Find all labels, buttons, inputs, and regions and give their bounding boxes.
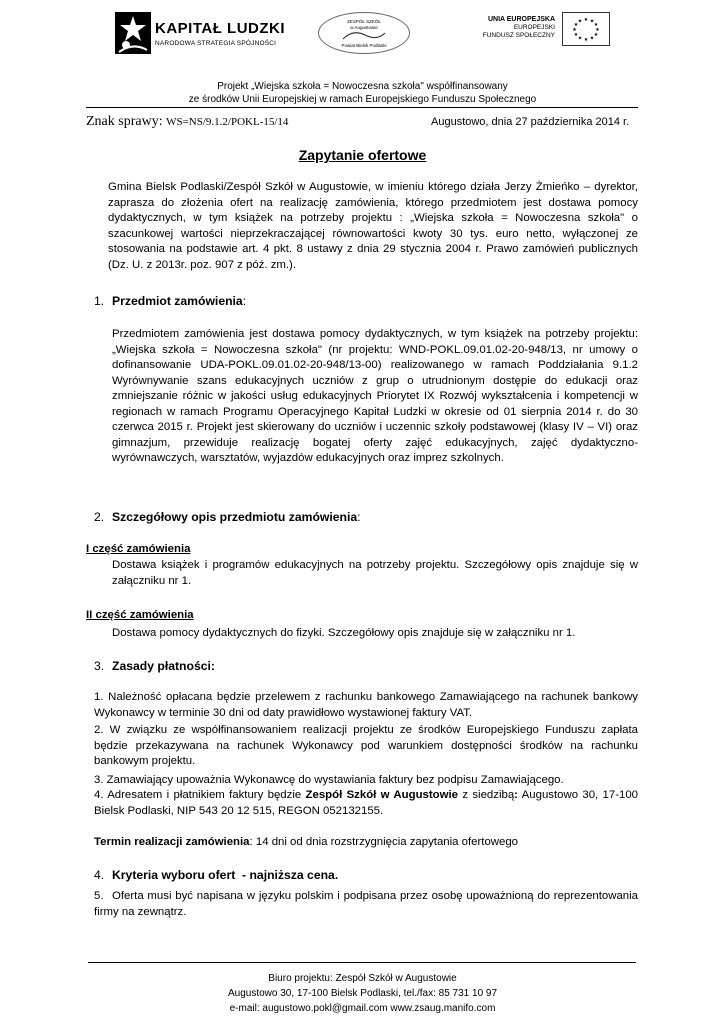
svg-text:★: ★ [595, 27, 600, 33]
part-1-heading: I część zamówienia [86, 543, 191, 555]
section-4-criteria: Kryteria wyboru ofert [112, 868, 236, 882]
case-reference-number: WS=NS/9.1.2/POKL-15/14 [166, 116, 289, 128]
payment-item-3: 3. Zamawiający upoważnia Wykonawcę do wystawiania faktury bez podpisu Zamawiającego. [94, 774, 564, 786]
svg-text:★: ★ [593, 32, 599, 38]
kapital-ludzki-emblem-icon [115, 12, 151, 54]
payment-item-4-b: Zespół Szkół w Augustowie [305, 789, 458, 801]
school-swash-icon [341, 29, 387, 41]
project-header-line2: ze środków Unii Europejskiej w ramach Europejskiego Funduszu Społecznego [188, 94, 537, 105]
footer-line2: Augustowo 30, 17-100 Bielsk Podlaski, tel./fax: 85 731 10 97 [227, 988, 498, 999]
school-logo-line3: Powiat Bielsk Podlaski [341, 43, 387, 48]
footer-line1: Biuro projektu: Zespół Szkół w Augustowie [268, 973, 457, 984]
project-header-line1: Projekt „Wiejska szkoła = Nowoczesna szkoła" współfinansowany [217, 81, 508, 92]
section-3-number: 3. [94, 659, 105, 673]
kapital-ludzki-logo [115, 12, 286, 56]
school-logo-line2: w Augustowie [350, 25, 378, 30]
svg-text:★: ★ [573, 32, 579, 38]
section-2-title: Szczegółowy opis przedmiotu zamówienia [112, 510, 358, 524]
payment-item-4-a: 4. Adresatem i płatnikiem faktury będzie [94, 789, 302, 801]
school-logo [318, 12, 410, 54]
svg-text:★: ★ [577, 35, 583, 42]
ue-line3: FUNDUSZ SPOŁECZNY [482, 32, 555, 39]
section-5 [94, 889, 638, 920]
case-reference-label: Znak sprawy: [86, 114, 163, 129]
svg-text:★: ★ [583, 37, 589, 43]
payment-item-4-e: Augustowo 30, 17-100 Bielsk Podlaski, NIP 543 20 12 515, REGON 052132155. [94, 789, 639, 817]
header-divider [86, 107, 638, 108]
payment-item-4 [94, 788, 638, 819]
svg-text:★: ★ [577, 18, 583, 25]
ue-text [440, 16, 555, 40]
part-1-text: Dostawa książek i programów edukacyjnych na potrzeby projektu. Szczegółowy opis znajduje się w załączniku nr 1. [112, 559, 638, 587]
school-logo-line1: ZESPÓŁ SZKÓŁ [347, 19, 381, 24]
kl-subtitle: NARODOWA STRATEGIA SPÓJNOŚCI [155, 40, 277, 47]
part-2-heading: II część zamówienia [86, 609, 194, 621]
footer [200, 971, 525, 1016]
svg-text:★: ★ [589, 18, 595, 25]
section-4-lowest-price: - najniższa cena. [235, 868, 339, 882]
section-2-heading: 2. Szczegółowy opis przedmiotu zamówienia: [94, 510, 361, 524]
footer-divider [88, 962, 636, 963]
section-1-title: Przedmiot zamówienia [112, 294, 243, 308]
section-4-number: 4. [94, 868, 105, 882]
ue-line2: EUROPEJSKI [513, 24, 555, 31]
delivery-deadline-label: Termin realizacji zamówienia [94, 836, 250, 848]
svg-text:★: ★ [583, 17, 589, 23]
project-header [90, 80, 635, 106]
payment-item-2: 2. W związku ze współfinansowaniem realizacji projektu ze środków Europejskiego Funduszu zapłata będzie przekazywana na rachunek Wykonawcy pod warunkiem dostępności środków na rachunku bankowym projektu. [94, 724, 638, 767]
document-title: Zapytanie ofertowe [298, 147, 427, 163]
ue-line1: UNIA EUROPEJSKA [487, 16, 555, 23]
section-3-title: Zasady płatności: [112, 659, 215, 673]
section-4-heading [94, 868, 338, 882]
section-2-number: 2. [94, 510, 105, 524]
payment-item-1: 1. Należność opłacana będzie przelewem z rachunku bankowego Zamawiającego na rachunek bankowy Wykonawcy w terminie 30 dni od daty prawidłowo wystawionej faktury VAT. [94, 691, 638, 719]
payment-item-4-c: z siedzibą [462, 789, 515, 801]
intro-paragraph: Gmina Bielsk Podlaski/Zespół Szkół w Augustowie, w imieniu którego działa Jerzy Żmieńko – dyrektor, zaprasza do złożenia ofert na realizację zamówienia, którego przedmiotem jest dostawa pomocy dydaktycznych, w tym książek na potrzeby projektu : „Wiejska szkoła = Nowoczesna szkoła" o szacunkowej wartości nieprzekraczającej równowartości kwoty 30 tys. euro netto, wyłączonej ze stosowania na podstawie art. 4 pkt. 8 ustawy z dnia 29 stycznia 2004 r. Prawo zamówień publicznych (Dz. U. z 2013r. poz. 907 z póź. zm.). [108, 181, 638, 271]
case-reference [86, 114, 288, 130]
svg-text:★: ★ [573, 22, 579, 28]
eu-flag-icon [562, 12, 610, 46]
delivery-deadline-text: : 14 dni od dnia rozstrzygnięcia zapytania ofertowego [249, 836, 519, 848]
section-5-number: 5. [94, 890, 104, 902]
payment-item-4-d: : [514, 789, 518, 801]
footer-line3: e-mail: augustowo.pokl@gmail.com www.zsaug.manifo.com [229, 1003, 496, 1014]
document-date: Augustowo, dnia 27 października 2014 r. [431, 116, 630, 128]
svg-text:★: ★ [593, 22, 599, 28]
section-1-number: 1. [94, 294, 105, 308]
delivery-deadline [94, 836, 518, 848]
svg-text:★: ★ [589, 35, 595, 42]
svg-text:★: ★ [572, 27, 577, 33]
part-2-text: Dostawa pomocy dydaktycznych do fizyki. Szczegółowy opis znajduje się w załączniku nr 1. [112, 627, 576, 639]
section-1-heading: 1. Przedmiot zamówienia: [94, 294, 247, 308]
section-5-text: Oferta musi być napisana w języku polskim i podpisana przez osobę upoważnioną do reprezentowania firmy na zewnątrz. [94, 890, 638, 918]
section-1-text: Przedmiotem zamówienia jest dostawa pomocy dydaktycznych, w tym książek na potrzeby projektu: „Wiejska szkoła = Nowoczesna szkoła" (nr projektu: WND-POKL.09.01.02-20-948/13, nr umowy o dofinansowanie UDA-POKL.09.01.02-20-948/13-00) realizowanego w ramach Poddziałania 9.1.2 Wyrównywanie szans edukacyjnych uczniów z grup o utrudnionym dostępie do edukacji oraz zmniejszanie różnic w jakości usług edukacyjnych Priorytet IX Rozwój wykształcenia i kompetencji w regionach w ramach Programu Operacyjnego Kapitał Ludzki w okresie od 01 sierpnia 2014 r. do 30 czerwca 2015 r. Projekt jest skierowany do uczniów i uczennic szkoły podstawowej (klasy IV – VI) oraz gimnazjum, przewiduje realizację bogatej oferty zajęć edukacyjnych, zajęć dydaktyczno-wyrównawczych, warsztatów, wyjazdów edukacyjnych oraz imprez szkolnych. [112, 328, 638, 464]
kl-title: KAPITAŁ LUDZKI [155, 20, 286, 37]
section-3-heading [94, 659, 215, 673]
